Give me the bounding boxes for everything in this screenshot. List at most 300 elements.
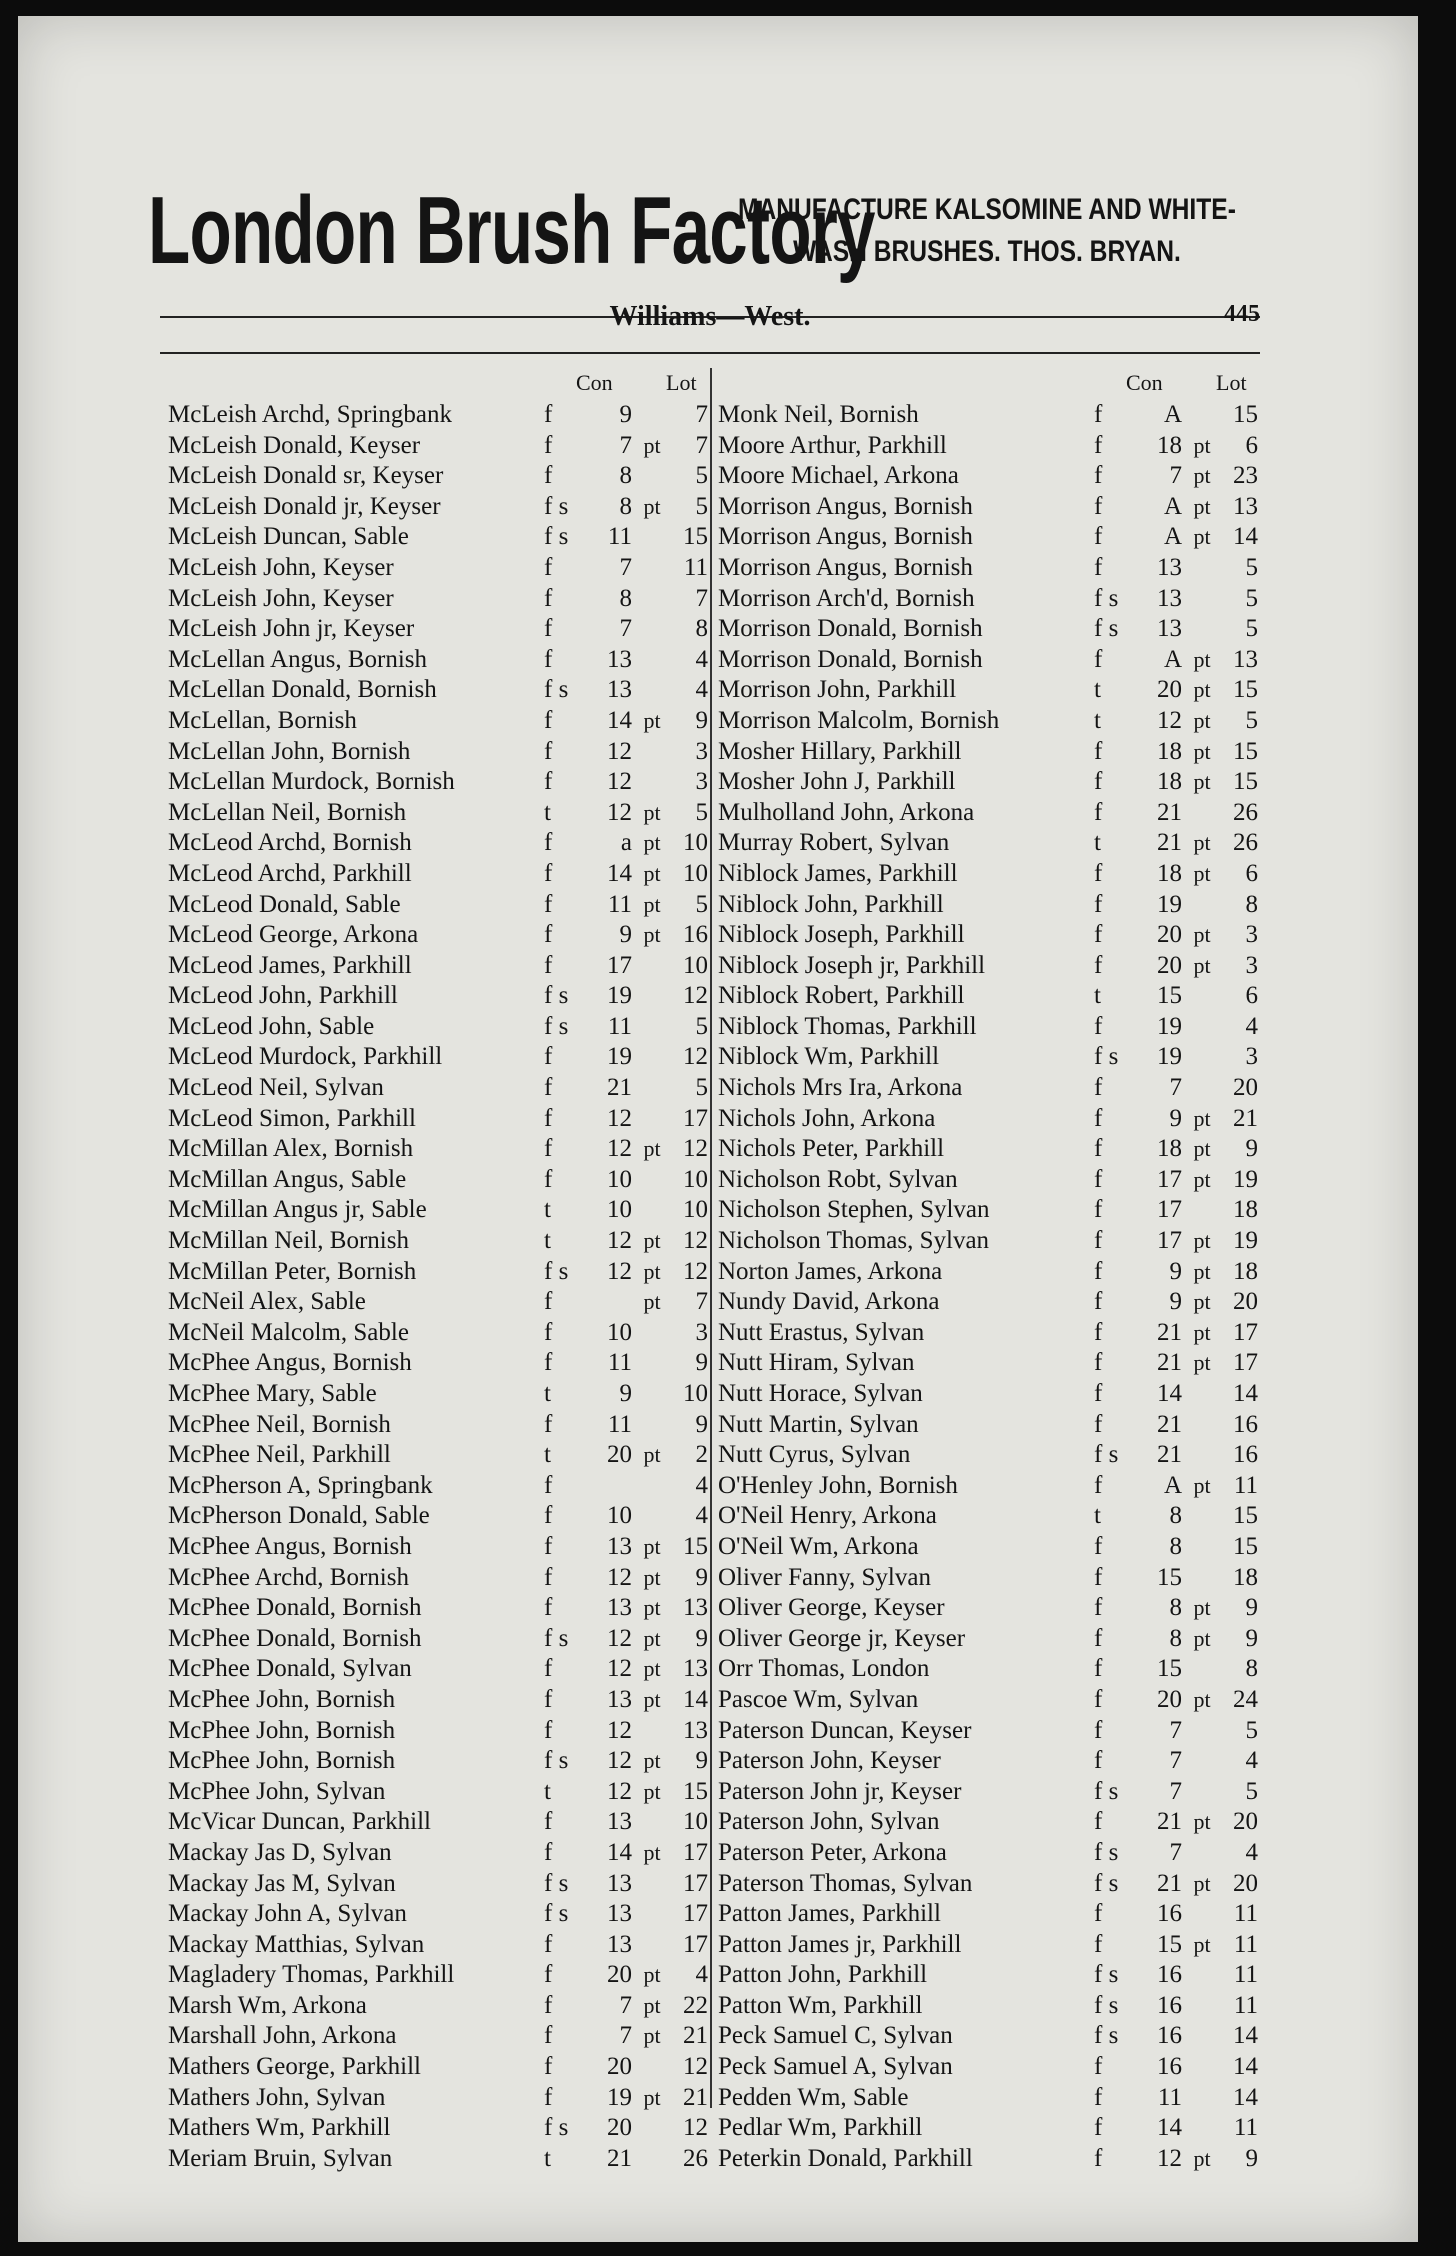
entry-part: pt [643,1962,661,1988]
entry-part: pt [643,1839,661,1865]
directory-entry [718,1471,1258,1502]
entry-lot: 11 [1233,2114,1258,2142]
entry-name: McLeod John, Sable [168,1012,375,1040]
entry-lot: 4 [695,1961,708,1989]
entry-con: 17 [607,951,632,979]
entry-code: f [544,2022,553,2050]
directory-entry [168,461,708,492]
directory-entry [718,767,1258,798]
entry-part: pt [1193,1686,1211,1712]
directory-entry [168,1838,708,1869]
entry-con: 8 [1169,1532,1182,1560]
entry-name: Niblock John, Parkhill [718,890,944,918]
entry-lot: 21 [683,2022,708,2050]
entry-code: f [544,890,553,918]
directory-entry [168,492,708,523]
entry-lot: 26 [1233,829,1258,857]
entry-name: Patton Wm, Parkhill [718,1991,923,2019]
entry-lot: 8 [695,615,708,643]
entry-code: f [1094,1104,1103,1132]
entry-name: Nicholson Thomas, Sylvan [718,1227,990,1255]
entry-code: f [1094,1563,1103,1591]
entry-lot: 6 [1245,431,1258,459]
entry-con: 12 [607,1624,632,1652]
entry-part: pt [1193,830,1211,856]
directory-entry [168,2113,708,2144]
directory-entry [718,1685,1258,1716]
entry-part: pt [643,493,661,519]
directory-entry [168,1165,708,1196]
entry-lot: 3 [695,1318,708,1346]
entry-con: 15 [1157,1930,1182,1958]
entry-con: 16 [1157,1961,1182,1989]
entry-lot: 20 [1233,1808,1258,1836]
entry-con: 9 [619,921,632,949]
entry-con: 7 [619,431,632,459]
entry-code: f [544,706,553,734]
entry-lot: 12 [683,1227,708,1255]
entry-code: f [1094,431,1103,459]
entry-name: McLeish John jr, Keyser [168,615,415,643]
entry-con: 11 [607,523,632,551]
entry-lot: 6 [1245,859,1258,887]
entry-name: Oliver George, Keyser [718,1594,945,1622]
entry-code: f [544,1532,553,1560]
entry-lot: 16 [1233,1441,1258,1469]
entry-name: McPhee John, Sylvan [168,1777,386,1805]
entry-code: f [544,1288,553,1316]
entry-code: f s [544,1869,569,1897]
directory-entry [168,1104,708,1135]
entry-name: McLellan Donald, Bornish [168,676,437,704]
entry-lot: 2 [695,1441,708,1469]
entry-part: pt [1193,493,1211,519]
entry-lot: 11 [1233,1471,1258,1499]
entry-con: 9 [619,1380,632,1407]
entry-code: f [1094,1165,1103,1193]
entry-name: Peterkin Donald, Parkhill [718,2144,973,2172]
entry-con: 21 [1157,1808,1182,1836]
entry-name: McLeod Neil, Sylvan [168,1074,384,1102]
directory-entry [168,1134,708,1165]
entry-con: 15 [1157,1655,1182,1683]
entry-lot: 11 [683,553,708,581]
entry-part: pt [1193,922,1211,948]
entry-code: f [544,1655,553,1683]
entry-lot: 13 [683,1594,708,1622]
entry-part: pt [1193,1625,1211,1651]
entry-lot: 14 [1233,2053,1258,2081]
entry-con: 13 [607,1685,632,1713]
directory-entry [718,1960,1258,1991]
entry-code: t [544,1777,551,1805]
entry-con: 19 [607,1043,632,1071]
directory-entry [168,1685,708,1716]
entry-con: 17 [1157,1227,1182,1255]
entry-code: t [544,798,551,826]
entry-con: 10 [607,1196,632,1224]
entry-lot: 9 [695,1563,708,1591]
entry-name: Niblock Joseph, Parkhill [718,921,965,949]
entry-con: 21 [1157,798,1182,826]
entry-lot: 13 [683,1655,708,1683]
entry-lot: 19 [1233,1227,1258,1255]
entry-code: f [1094,2053,1103,2081]
entry-con: 14 [607,1838,632,1866]
entry-name: Morrison Donald, Bornish [718,615,983,643]
directory-entry [718,2144,1258,2175]
entry-lot: 8 [1245,890,1258,918]
directory-entry [168,584,708,615]
entry-con: 15 [1157,982,1182,1010]
directory-entry [718,675,1258,706]
entry-code: f [1094,1930,1103,1958]
entry-part: pt [1193,432,1211,458]
entry-code: f [1094,1532,1103,1560]
entry-lot: 18 [1233,1257,1258,1285]
directory-entry [168,1348,708,1379]
entry-lot: 17 [683,1930,708,1958]
entry-name: Mathers John, Sylvan [168,2083,386,2111]
entry-lot: 11 [1233,1930,1258,1958]
entry-part: pt [643,1992,661,2018]
entry-con: 13 [607,1808,632,1836]
entry-con: 13 [607,676,632,704]
entry-lot: 4 [1245,1747,1258,1775]
entry-lot: 16 [1233,1410,1258,1438]
entry-name: Nicholson Robt, Sylvan [718,1165,958,1193]
entry-part: pt [643,1564,661,1590]
directory-entry [718,2021,1258,2052]
entry-con: 12 [1157,706,1182,734]
entry-name: McPhee John, Bornish [168,1685,396,1713]
entry-name: McLeod Murdock, Parkhill [168,1043,443,1071]
entry-con: 13 [607,1532,632,1560]
entry-code: f [1094,737,1103,765]
entry-name: Mackay Jas D, Sylvan [168,1838,392,1866]
entry-lot: 21 [683,2083,708,2111]
entry-name: Nutt Martin, Sylvan [718,1410,919,1438]
entry-part: pt [643,2023,661,2049]
entry-code: f [544,401,553,428]
directory-entry [168,1869,708,1900]
directory-entry [168,1195,708,1226]
entry-con: 19 [1157,890,1182,918]
entry-lot: 9 [1245,1594,1258,1622]
entry-code: f [1094,1380,1103,1407]
entry-name: Niblock Joseph jr, Parkhill [718,951,986,979]
entry-part: pt [1193,952,1211,978]
directory-entry [718,706,1258,737]
entry-lot: 9 [695,1410,708,1438]
directory-entry [168,1440,708,1471]
entry-name: Nichols John, Arkona [718,1104,936,1132]
entry-con: a [620,829,632,857]
entry-con: 12 [607,798,632,826]
entry-con: 12 [607,1227,632,1255]
entry-lot: 12 [683,982,708,1010]
directory-entry [718,1012,1258,1043]
entry-name: Paterson John jr, Keyser [718,1777,962,1805]
entry-code: f [544,1165,553,1193]
entry-lot: 3 [695,768,708,796]
entry-lot: 14 [1233,2083,1258,2111]
entry-name: McLellan Murdock, Bornish [168,768,455,796]
entry-name: Nutt Hiram, Sylvan [718,1349,915,1377]
entry-code: t [544,1441,551,1469]
entry-code: f s [1094,1961,1119,1989]
entry-code: f [1094,1716,1103,1744]
entry-con: 14 [1157,2114,1182,2142]
entry-lot: 3 [695,737,708,765]
entry-name: Mackay John A, Sylvan [168,1900,407,1928]
entry-name: McLeod George, Arkona [168,921,419,949]
directory-entry [718,1104,1258,1135]
entry-con: 18 [1157,737,1182,765]
entry-lot: 13 [1233,492,1258,520]
entry-con: 10 [607,1502,632,1530]
directory-entry [168,645,708,676]
entry-part: pt [643,1748,661,1774]
entry-name: McNeil Alex, Sable [168,1288,366,1316]
entry-lot: 5 [1245,1716,1258,1744]
entry-con: 12 [607,1104,632,1132]
running-header [160,301,1260,333]
entry-name: O'Henley John, Bornish [718,1471,958,1499]
entry-lot: 9 [695,1624,708,1652]
entry-con: 17 [1157,1165,1182,1193]
entry-con: 14 [607,706,632,734]
entry-con: 16 [1157,2053,1182,2081]
directory-entry [718,1287,1258,1318]
entry-code: f [1094,1349,1103,1377]
entry-name: Pedlar Wm, Parkhill [718,2114,923,2142]
entry-code: f [544,553,553,581]
entry-code: f [544,1930,553,1958]
entry-name: Nichols Peter, Parkhill [718,1135,945,1163]
directory-entry [718,1593,1258,1624]
entry-con: 12 [607,1716,632,1744]
entry-part: pt [643,2084,661,2110]
entry-part: pt [1193,1166,1211,1192]
entry-part: pt [1193,1319,1211,1345]
entry-part: pt [1193,1105,1211,1131]
entry-code: f [544,1685,553,1713]
entry-name: McLeish Donald sr, Keyser [168,462,444,490]
entry-part: pt [1193,1258,1211,1284]
entry-name: Oliver Fanny, Sylvan [718,1563,931,1591]
entry-code: f [544,1961,553,1989]
entry-con: 12 [607,1655,632,1683]
entry-code: f [1094,859,1103,887]
directory-entry [168,1593,708,1624]
directory-entry [718,981,1258,1012]
entry-part: pt [643,1778,661,1804]
entry-lot: 5 [695,890,708,918]
entry-lot: 21 [1233,1104,1258,1132]
directory-entry [168,1899,708,1930]
entry-lot: 10 [683,1196,708,1224]
entry-code: f [1094,2144,1103,2172]
entry-name: Morrison John, Parkhill [718,676,957,704]
con-header: Con [1126,370,1163,395]
entry-lot: 17 [683,1838,708,1866]
con-header: Con [576,370,613,395]
entry-part: pt [1193,677,1211,703]
entry-code: f [544,1502,553,1530]
entry-code: f [544,431,553,459]
entry-name: Pascoe Wm, Sylvan [718,1685,919,1713]
entry-name: McMillan Angus, Sable [168,1165,407,1193]
entry-name: McLeish John, Keyser [168,584,394,612]
entry-part: pt [643,1656,661,1682]
entry-code: f s [544,1257,569,1285]
directory-entry [718,2083,1258,2114]
entry-part: pt [1193,1870,1211,1896]
entry-code: f [1094,1747,1103,1775]
entry-name: Niblock Thomas, Parkhill [718,1012,977,1040]
entry-code: t [544,1196,551,1224]
entry-lot: 20 [1233,1074,1258,1102]
directory-entry [168,1410,708,1441]
entry-lot: 19 [1233,1165,1258,1193]
entry-con: 7 [1169,1777,1182,1805]
entry-lot: 14 [1233,2022,1258,2050]
entry-code: f [1094,1594,1103,1622]
directory-entry [718,1624,1258,1655]
entry-lot: 17 [683,1869,708,1897]
entry-name: Nutt Horace, Sylvan [718,1380,923,1407]
entry-name: Mulholland John, Arkona [718,798,975,826]
entry-name: Meriam Bruin, Sylvan [168,2144,393,2172]
entry-name: Morrison Angus, Bornish [718,523,973,551]
entry-con: 14 [607,859,632,887]
entry-part: pt [1193,860,1211,886]
entry-lot: 17 [683,1104,708,1132]
entry-lot: 17 [1233,1318,1258,1346]
entry-con: 18 [1157,1135,1182,1163]
entry-name: Nichols Mrs Ira, Arkona [718,1074,963,1102]
entry-name: Niblock James, Parkhill [718,859,958,887]
directory-entry [168,1318,708,1349]
directory-entry [168,1226,708,1257]
entry-lot: 5 [1245,1777,1258,1805]
entry-code: f s [544,1012,569,1040]
entry-lot: 10 [683,829,708,857]
directory-entry [168,1073,708,1104]
entry-name: McLellan Neil, Bornish [168,798,407,826]
entry-code: f [1094,1318,1103,1346]
entry-con: 21 [1157,1441,1182,1469]
entry-code: f [544,615,553,643]
directory-entry [168,859,708,890]
directory-entry [168,2083,708,2114]
entry-code: f [1094,1012,1103,1040]
entry-part: pt [1193,1931,1211,1957]
directory-entry [718,1042,1258,1073]
entry-code: f [1094,401,1103,428]
entry-con: 8 [1169,1624,1182,1652]
directory-entry [718,492,1258,523]
entry-code: f [1094,1808,1103,1836]
directory-entry [168,1012,708,1043]
entry-code: f [1094,890,1103,918]
entry-code: f [1094,492,1103,520]
entry-code: t [1094,982,1101,1010]
running-header-title: Williams—West. [609,301,811,332]
entry-name: Morrison Arch'd, Bornish [718,584,975,612]
entry-lot: 4 [1245,1838,1258,1866]
entry-lot: 14 [1233,1380,1258,1407]
directory-page [18,16,1418,2242]
entry-con: A [1163,401,1182,428]
entry-name: McPhee Angus, Bornish [168,1532,412,1560]
entry-lot: 13 [683,1716,708,1744]
entry-lot: 10 [683,951,708,979]
entry-con: A [1163,645,1182,673]
lot-header: Lot [1216,370,1247,395]
entry-name: McLellan, Bornish [168,706,357,734]
entry-name: Morrison Malcolm, Bornish [718,706,1000,734]
entry-name: McLeish Archd, Springbank [168,401,452,428]
entry-part: pt [643,432,661,458]
directory-entry [168,1563,708,1594]
entry-lot: 9 [695,706,708,734]
entry-code: f [1094,921,1103,949]
directory-entry [718,1379,1258,1410]
entry-lot: 4 [695,1471,708,1499]
entry-lot: 15 [1233,676,1258,704]
entry-lot: 11 [1233,1961,1258,1989]
directory-entry [718,798,1258,829]
entry-name: McMillan Peter, Bornish [168,1257,417,1285]
entry-part: pt [1193,646,1211,672]
entry-con: 21 [1157,1869,1182,1897]
entry-code: f [544,645,553,673]
entry-lot: 15 [1233,1532,1258,1560]
directory-entry [718,1746,1258,1777]
entry-name: Niblock Robert, Parkhill [718,982,965,1010]
directory-entry [718,461,1258,492]
entry-code: f [1094,2114,1103,2142]
entry-con: 13 [607,1594,632,1622]
entry-lot: 4 [695,1502,708,1530]
entry-con: 21 [1157,1318,1182,1346]
entry-part: pt [1193,1289,1211,1315]
entry-con: 12 [607,1747,632,1775]
entry-con: 19 [607,982,632,1010]
entry-lot: 12 [683,2114,708,2142]
entry-con: A [1163,1471,1182,1499]
directory-entry [718,1930,1258,1961]
entry-lot: 5 [1245,706,1258,734]
entry-name: Oliver George jr, Keyser [718,1624,966,1652]
entry-name: Niblock Wm, Parkhill [718,1043,940,1071]
left-entry-list [168,400,708,2174]
advertisement-banner [148,161,1268,301]
entry-part: pt [643,1625,661,1651]
entry-con: 14 [1157,1380,1182,1407]
right-column [718,366,1258,2174]
entry-con: 20 [1157,1685,1182,1713]
entry-lot: 8 [1245,1655,1258,1683]
entry-con: 20 [1157,676,1182,704]
directory-entry [718,553,1258,584]
entry-lot: 12 [683,2053,708,2081]
entry-code: f [1094,1074,1103,1102]
entry-con: 17 [1157,1196,1182,1224]
entry-lot: 10 [683,859,708,887]
